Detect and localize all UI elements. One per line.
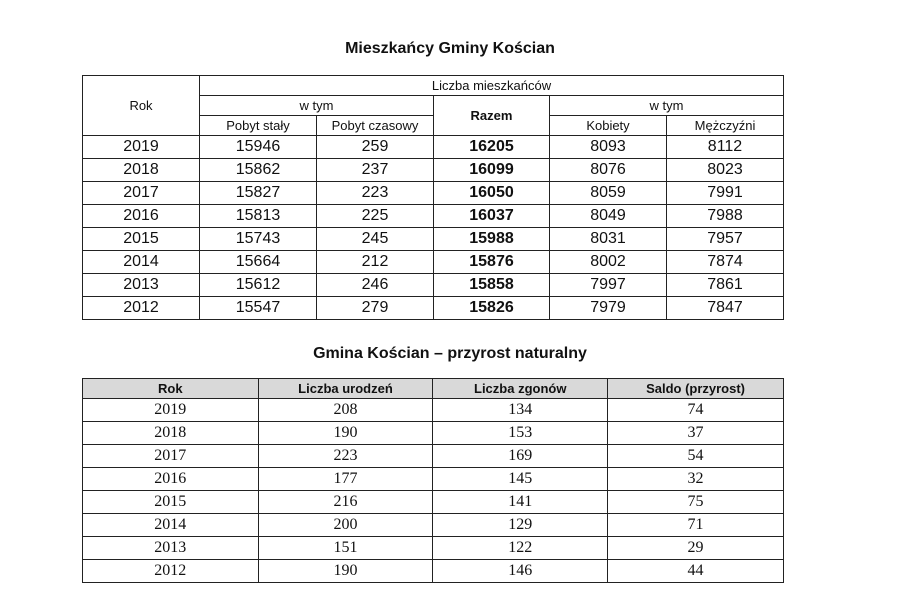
header-w-tym-pobyt: w tym [200,96,434,116]
table-row [83,560,784,583]
table-cell: 75 [608,491,784,514]
table-cell: 223 [258,445,433,468]
table-cell: 15612 [200,274,317,297]
header-w-tym-plec: w tym [550,96,784,116]
table-cell: 15827 [200,182,317,205]
table-cell: 190 [258,560,433,583]
table-row [83,228,784,251]
table-row [83,514,784,537]
table-cell: 7957 [667,228,784,251]
table-cell: 2013 [83,274,200,297]
table-cell: 7991 [667,182,784,205]
table-cell: 15876 [434,251,550,274]
table-cell: 2016 [83,205,200,228]
table-cell: 16050 [434,182,550,205]
table-cell: 2015 [83,491,259,514]
table-cell: 2018 [83,422,259,445]
table-cell: 7979 [550,297,667,320]
header-pobyt-staly: Pobyt stały [200,116,317,136]
table-cell: 145 [433,468,608,491]
table-cell: 216 [258,491,433,514]
header-rok: Rok [83,76,200,136]
table-cell: 15547 [200,297,317,320]
table-row [83,468,784,491]
table-row [83,399,784,422]
table-cell: 8059 [550,182,667,205]
table-cell: 2015 [83,228,200,251]
table-row [83,297,784,320]
table-cell: 8076 [550,159,667,182]
table-cell: 151 [258,537,433,560]
table-cell: 246 [317,274,434,297]
table-cell: 15664 [200,251,317,274]
table-cell: 8112 [667,136,784,159]
table-row [83,136,784,159]
table-cell: 2017 [83,445,259,468]
table-cell: 74 [608,399,784,422]
table-cell: 146 [433,560,608,583]
table-cell: 153 [433,422,608,445]
table-cell: 259 [317,136,434,159]
table-cell: 29 [608,537,784,560]
table-cell: 7997 [550,274,667,297]
table-cell: 8049 [550,205,667,228]
header-liczba-mieszkancow: Liczba mieszkańców [200,76,784,96]
table-row [83,274,784,297]
table-cell: 2012 [83,297,200,320]
header-kobiety: Kobiety [550,116,667,136]
table-cell: 44 [608,560,784,583]
table-cell: 190 [258,422,433,445]
table-cell: 7874 [667,251,784,274]
table-row [83,422,784,445]
table-cell: 225 [317,205,434,228]
table-cell: 8002 [550,251,667,274]
header-mezczyzni: Mężczyźni [667,116,784,136]
table-cell: 279 [317,297,434,320]
table-cell: 223 [317,182,434,205]
table-row [83,251,784,274]
table-cell: 15858 [434,274,550,297]
population-table-title: Mieszkańcy Gminy Kościan [345,40,555,57]
table-cell: 8031 [550,228,667,251]
table-header-cell: Liczba urodzeń [258,379,433,399]
table-header-cell: Liczba zgonów [433,379,608,399]
table-cell: 212 [317,251,434,274]
table-cell: 15988 [434,228,550,251]
table-row [83,205,784,228]
table-cell: 15826 [434,297,550,320]
table-cell: 16037 [434,205,550,228]
table-cell: 16099 [434,159,550,182]
table-cell: 15862 [200,159,317,182]
table-cell: 2012 [83,560,259,583]
table-cell: 2019 [83,136,200,159]
table-cell: 32 [608,468,784,491]
table-row [83,537,784,560]
table-header-cell: Saldo (przyrost) [608,379,784,399]
natural-growth-table-title: Gmina Kościan – przyrost naturalny [313,345,587,362]
table-cell: 2017 [83,182,200,205]
table-cell: 15743 [200,228,317,251]
table-cell: 54 [608,445,784,468]
table-cell: 237 [317,159,434,182]
table-row [83,159,784,182]
table-cell: 2018 [83,159,200,182]
table-cell: 134 [433,399,608,422]
table-cell: 7988 [667,205,784,228]
table-cell: 169 [433,445,608,468]
table-cell: 200 [258,514,433,537]
table-row [83,182,784,205]
table-cell: 8023 [667,159,784,182]
table-cell: 2013 [83,537,259,560]
table-cell: 141 [433,491,608,514]
header-pobyt-czasowy: Pobyt czasowy [317,116,434,136]
natural-growth-table [82,378,784,583]
table-cell: 8093 [550,136,667,159]
table-cell: 7847 [667,297,784,320]
table-cell: 71 [608,514,784,537]
table-cell: 16205 [434,136,550,159]
table-cell: 2014 [83,514,259,537]
table-cell: 2019 [83,399,259,422]
table-cell: 15946 [200,136,317,159]
table-row [83,445,784,468]
table-cell: 177 [258,468,433,491]
table-row [83,491,784,514]
header-razem: Razem [434,96,550,136]
table-cell: 129 [433,514,608,537]
table-cell: 37 [608,422,784,445]
table-cell: 7861 [667,274,784,297]
table-cell: 2016 [83,468,259,491]
population-table [82,75,784,320]
table-cell: 2014 [83,251,200,274]
table-cell: 245 [317,228,434,251]
table-cell: 122 [433,537,608,560]
table-header-cell: Rok [83,379,259,399]
table-cell: 15813 [200,205,317,228]
table-cell: 208 [258,399,433,422]
